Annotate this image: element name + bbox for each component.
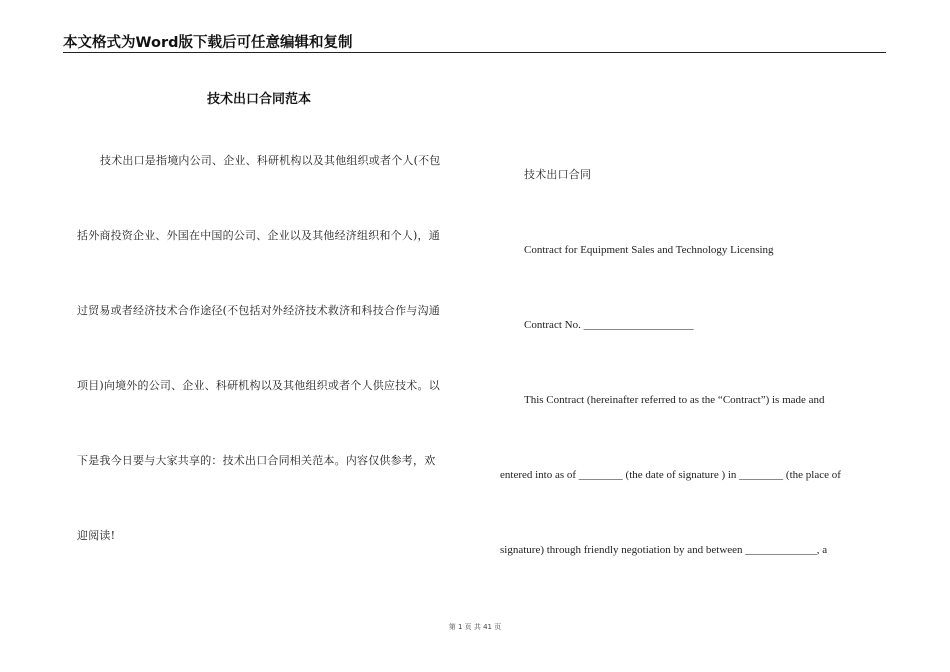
contract-subtitle: Contract for Equipment Sales and Technology Licensing xyxy=(524,244,774,256)
left-paragraph-line: 迎阅读! xyxy=(77,529,116,542)
download-banner: 本文格式为Word版下载后可任意编辑和复制 xyxy=(63,35,353,51)
left-paragraph-line: 技术出口是指境内公司、企业、科研机构以及其他组织或者个人(不包 xyxy=(100,154,441,167)
left-paragraph-line: 下是我今日要与大家共享的：技术出口合同相关范本。内容仅供参考，欢 xyxy=(77,454,436,467)
contract-number-line: Contract No. ____________________ xyxy=(524,319,694,331)
contract-heading: 技术出口合同 xyxy=(524,168,592,181)
right-paragraph-line: This Contract (hereinafter referred to as the “Contract”) is made and xyxy=(524,394,825,406)
right-paragraph-line: entered into as of ________ (the date of signature ) in ________ (the place of xyxy=(500,469,841,481)
left-paragraph-line: 过贸易或者经济技术合作途径(不包括对外经济技术救济和科技合作与沟通 xyxy=(77,304,440,317)
right-paragraph-line: signature) through friendly negotiation by and between _____________, a xyxy=(500,544,828,556)
left-paragraph-line: 项目)向境外的公司、企业、科研机构以及其他组织或者个人供应技术。以 xyxy=(77,379,440,392)
header-divider xyxy=(63,52,886,53)
document-title: 技术出口合同范本 xyxy=(207,92,312,107)
left-paragraph-line: 括外商投资企业、外国在中国的公司、企业以及其他经济组织和个人)，通 xyxy=(77,229,440,242)
page-number: 第 1 页 共 41 页 xyxy=(448,623,502,631)
